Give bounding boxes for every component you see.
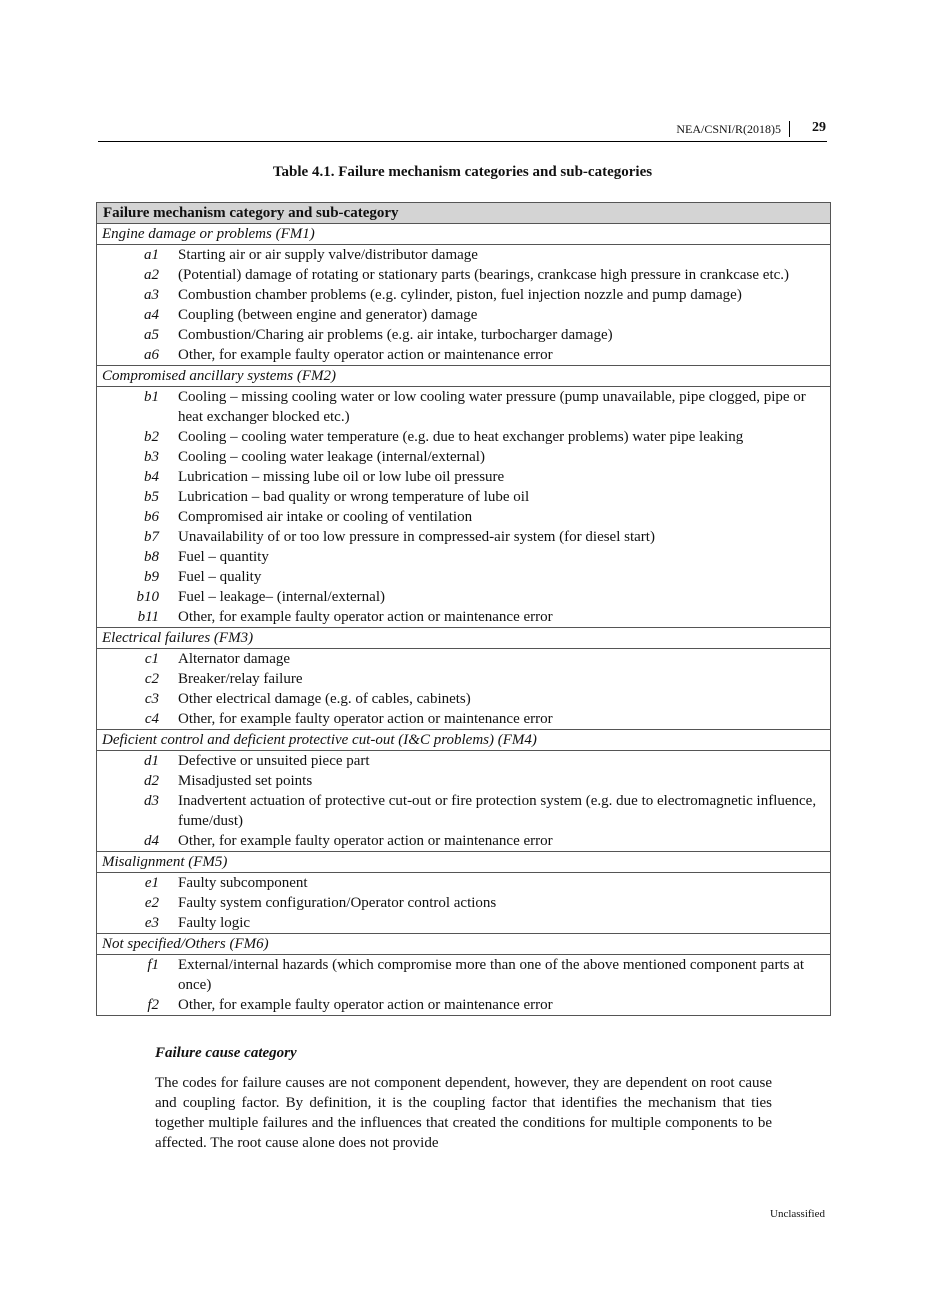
subcategory-row bbox=[97, 427, 830, 447]
page-header bbox=[98, 119, 827, 142]
subcategory-row bbox=[97, 913, 830, 933]
category-title: Engine damage or problems (FM1) bbox=[97, 224, 830, 245]
category-title: Misalignment (FM5) bbox=[97, 852, 830, 873]
subcategory-description: Cooling – cooling water temperature (e.g. due to heat exchanger problems) water pipe leaking bbox=[178, 429, 744, 445]
table-body bbox=[97, 224, 830, 1015]
subcategory-row bbox=[97, 607, 830, 627]
subcategory-description: Other, for example faulty operator action or maintenance error bbox=[178, 833, 553, 849]
subcategory-description: Faulty logic bbox=[178, 915, 251, 931]
subcategory-code: c4 bbox=[144, 711, 159, 727]
subcategory-code: a6 bbox=[144, 347, 159, 363]
subcategory-row bbox=[97, 345, 830, 365]
subcategory-row bbox=[97, 245, 830, 265]
category-group bbox=[97, 730, 830, 852]
subcategory-row bbox=[97, 387, 830, 427]
subcategory-row bbox=[97, 305, 830, 325]
subcategory-list bbox=[97, 245, 830, 366]
subcategory-description: Other, for example faulty operator action or maintenance error bbox=[178, 711, 553, 727]
subcategory-description: Inadvertent actuation of protective cut-out or fire protection system (e.g. due to electromagnetic influence, fume/dust) bbox=[178, 793, 817, 829]
subcategory-code: a4 bbox=[144, 307, 159, 323]
subcategory-code: d4 bbox=[144, 833, 159, 849]
subcategory-description: Fuel – quantity bbox=[178, 549, 269, 565]
subcategory-row bbox=[97, 771, 830, 791]
table-header: Failure mechanism category and sub-category bbox=[97, 203, 830, 224]
subcategory-row bbox=[97, 507, 830, 527]
subcategory-description: Fuel – quality bbox=[178, 569, 262, 585]
subcategory-code: d2 bbox=[144, 773, 159, 789]
subcategory-code: b3 bbox=[144, 449, 159, 465]
subcategory-code: e1 bbox=[144, 875, 159, 891]
subcategory-row bbox=[97, 709, 830, 729]
subcategory-row bbox=[97, 527, 830, 547]
subcategory-code: b5 bbox=[144, 489, 159, 505]
failure-mechanism-table bbox=[96, 202, 831, 1016]
subcategory-description: Other, for example faulty operator action or maintenance error bbox=[178, 347, 553, 363]
subcategory-description: Misadjusted set points bbox=[178, 773, 313, 789]
subcategory-row bbox=[97, 751, 830, 771]
subcategory-description: Combustion chamber problems (e.g. cylinder, piston, fuel injection nozzle and pump damage) bbox=[178, 287, 742, 303]
subcategory-code: a2 bbox=[144, 267, 159, 283]
category-group bbox=[97, 628, 830, 730]
subcategory-description: Lubrication – bad quality or wrong temperature of lube oil bbox=[178, 489, 530, 505]
subcategory-list bbox=[97, 873, 830, 934]
section-paragraph: The codes for failure causes are not component dependent, however, they are dependent on root cause and coupling factor. By definition, it is the coupling factor that identifies the mechanism that ties together multiple failures and the influences that created the conditions for multiple components to be affected. The root cause alone does not provide bbox=[155, 1075, 772, 1151]
subcategory-row bbox=[97, 955, 830, 995]
subcategory-code: a5 bbox=[144, 327, 159, 343]
subcategory-row bbox=[97, 689, 830, 709]
subcategory-description: External/internal hazards (which compromise more than one of the above mentioned component parts at once) bbox=[178, 957, 805, 993]
table-caption: Table 4.1. Failure mechanism categories and sub-categories bbox=[272, 164, 653, 180]
subcategory-description: Other, for example faulty operator action or maintenance error bbox=[178, 609, 553, 625]
subcategory-description: Breaker/relay failure bbox=[178, 671, 303, 687]
category-group bbox=[97, 852, 830, 934]
subcategory-description: Other, for example faulty operator action or maintenance error bbox=[178, 997, 553, 1013]
subcategory-code: a1 bbox=[144, 247, 159, 263]
subcategory-description: Coupling (between engine and generator) damage bbox=[178, 307, 478, 323]
subcategory-row bbox=[97, 487, 830, 507]
subcategory-code: f1 bbox=[147, 957, 159, 973]
subcategory-row bbox=[97, 285, 830, 305]
subcategory-description: Fuel – leakage– (internal/external) bbox=[178, 589, 385, 605]
subcategory-list bbox=[97, 751, 830, 852]
subcategory-list bbox=[97, 649, 830, 730]
subcategory-code: b1 bbox=[144, 389, 159, 405]
subcategory-row bbox=[97, 791, 830, 831]
subcategory-code: d3 bbox=[144, 793, 159, 809]
subcategory-code: f2 bbox=[147, 997, 159, 1013]
subcategory-description: Defective or unsuited piece part bbox=[178, 753, 370, 769]
subcategory-row bbox=[97, 547, 830, 567]
subcategory-code: c1 bbox=[144, 651, 159, 667]
subcategory-description: Compromised air intake or cooling of ventilation bbox=[178, 509, 473, 525]
subcategory-code: c3 bbox=[144, 691, 159, 707]
subcategory-description: Lubrication – missing lube oil or low lube oil pressure bbox=[178, 469, 505, 485]
subcategory-code: b8 bbox=[144, 549, 159, 565]
header-separator bbox=[789, 121, 790, 137]
subcategory-description: Starting air or air supply valve/distributor damage bbox=[178, 247, 478, 263]
subcategory-row bbox=[97, 831, 830, 851]
subcategory-row bbox=[97, 467, 830, 487]
subcategory-row bbox=[97, 325, 830, 345]
subcategory-code: c2 bbox=[144, 671, 159, 687]
category-group bbox=[97, 224, 830, 366]
category-group bbox=[97, 934, 830, 1015]
category-title: Electrical failures (FM3) bbox=[97, 628, 830, 649]
subcategory-description: Other electrical damage (e.g. of cables, cabinets) bbox=[178, 691, 471, 707]
subcategory-code: b6 bbox=[144, 509, 159, 525]
category-group bbox=[97, 366, 830, 628]
subcategory-code: b2 bbox=[144, 429, 159, 445]
subcategory-description: Unavailability of or too low pressure in compressed-air system (for diesel start) bbox=[178, 529, 655, 545]
subcategory-code: b9 bbox=[144, 569, 159, 585]
subcategory-row bbox=[97, 265, 830, 285]
subcategory-list bbox=[97, 955, 830, 1015]
subcategory-description: Cooling – cooling water leakage (internal/external) bbox=[178, 449, 485, 465]
subcategory-code: e2 bbox=[144, 895, 159, 911]
subcategory-code: b7 bbox=[144, 529, 159, 545]
subcategory-row bbox=[97, 873, 830, 893]
subcategory-list bbox=[97, 387, 830, 628]
subcategory-row bbox=[97, 995, 830, 1015]
document-code: NEA/CSNI/R(2018)5 bbox=[676, 122, 781, 136]
page-number: 29 bbox=[812, 120, 826, 135]
category-title: Compromised ancillary systems (FM2) bbox=[97, 366, 830, 387]
subcategory-code: a3 bbox=[144, 287, 159, 303]
subcategory-description: (Potential) damage of rotating or stationary parts (bearings, crankcase high pressure in crankcase etc.) bbox=[178, 267, 790, 283]
category-title: Deficient control and deficient protective cut-out (I&C problems) (FM4) bbox=[97, 730, 830, 751]
subcategory-row bbox=[97, 587, 830, 607]
section-heading: Failure cause category bbox=[155, 1045, 297, 1061]
subcategory-code: b4 bbox=[144, 469, 159, 485]
category-title: Not specified/Others (FM6) bbox=[97, 934, 830, 955]
subcategory-description: Alternator damage bbox=[178, 651, 291, 667]
subcategory-description: Cooling – missing cooling water or low cooling water pressure (pump unavailable, pipe clogged, pipe or heat exchanger blocked etc.) bbox=[178, 389, 806, 425]
subcategory-row bbox=[97, 649, 830, 669]
classification-label: Unclassified bbox=[770, 1208, 825, 1220]
subcategory-row bbox=[97, 567, 830, 587]
subcategory-row bbox=[97, 447, 830, 467]
subcategory-description: Faulty system configuration/Operator control actions bbox=[178, 895, 497, 911]
subcategory-row bbox=[97, 893, 830, 913]
subcategory-code: d1 bbox=[144, 753, 159, 769]
subcategory-row bbox=[97, 669, 830, 689]
subcategory-description: Faulty subcomponent bbox=[178, 875, 308, 891]
subcategory-code: e3 bbox=[144, 915, 159, 931]
subcategory-code: b10 bbox=[136, 589, 159, 605]
subcategory-description: Combustion/Charing air problems (e.g. air intake, turbocharger damage) bbox=[178, 327, 613, 343]
subcategory-code: b11 bbox=[137, 609, 159, 625]
